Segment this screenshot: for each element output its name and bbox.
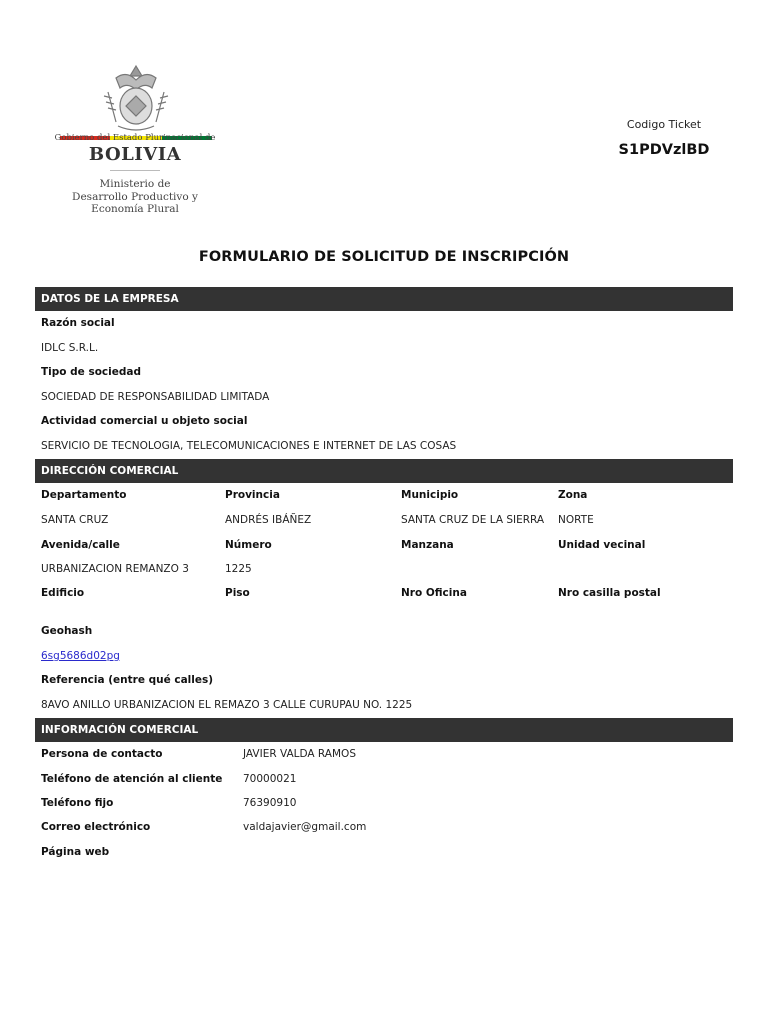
tipo-sociedad-value: SOCIEDAD DE RESPONSABILIDAD LIMITADA xyxy=(41,391,270,403)
section-header-comercial: INFORMACIÓN COMERCIAL xyxy=(35,718,733,742)
numero-label: Número xyxy=(225,539,272,551)
section-header-empresa: DATOS DE LA EMPRESA xyxy=(35,287,733,311)
flag-stripe xyxy=(60,125,212,129)
municipio-value: SANTA CRUZ DE LA SIERRA xyxy=(401,514,545,526)
actividad-value: SERVICIO DE TECNOLOGIA, TELECOMUNICACIONES E INTERNET DE LAS COSAS xyxy=(41,440,457,452)
logo-divider xyxy=(110,170,160,171)
logo-country-text: BOLIVIA xyxy=(88,144,182,165)
contacto-value: JAVIER VALDA RAMOS xyxy=(243,748,356,760)
edificio-label: Edificio xyxy=(41,587,85,599)
contacto-label: Persona de contacto xyxy=(41,748,163,760)
razon-social-label: Razón social xyxy=(41,317,115,329)
correo-label: Correo electrónico xyxy=(41,821,151,833)
telefono-fijo-value: 76390910 xyxy=(243,797,297,809)
razon-social-value: IDLC S.R.L. xyxy=(41,342,99,354)
ticket-code: S1PDVzlBD xyxy=(618,142,710,158)
geohash-link[interactable]: 6sg5686d02pg xyxy=(41,650,120,662)
provincia-value: ANDRÉS IBÁÑEZ xyxy=(225,514,312,526)
ministry-line-3: Economía Plural xyxy=(91,203,179,215)
departamento-value: SANTA CRUZ xyxy=(41,514,109,526)
ministry-logo xyxy=(40,40,230,235)
casilla-postal-label: Nro casilla postal xyxy=(558,587,661,599)
municipio-label: Municipio xyxy=(401,489,459,501)
provincia-label: Provincia xyxy=(225,489,280,501)
telefono-cliente-value: 70000021 xyxy=(243,773,297,785)
unidad-vecinal-label: Unidad vecinal xyxy=(558,539,646,551)
correo-value: valdajavier@gmail.com xyxy=(243,821,367,833)
referencia-value: 8AVO ANILLO URBANIZACION EL REMAZO 3 CALLE CURUPAU NO. 1225 xyxy=(41,699,413,711)
avenida-label: Avenida/calle xyxy=(41,539,120,551)
geohash-label: Geohash xyxy=(41,625,93,637)
zona-value: NORTE xyxy=(558,514,594,526)
coat-of-arms-icon xyxy=(98,62,174,134)
referencia-label: Referencia (entre qué calles) xyxy=(41,674,214,686)
telefono-cliente-label: Teléfono de atención al cliente xyxy=(41,773,223,785)
section-header-direccion: DIRECCIÓN COMERCIAL xyxy=(35,459,733,483)
numero-value: 1225 xyxy=(225,563,252,575)
actividad-label: Actividad comercial u objeto social xyxy=(41,415,248,427)
manzana-label: Manzana xyxy=(401,539,454,551)
ministry-line-1: Ministerio de xyxy=(99,178,171,190)
telefono-fijo-label: Teléfono fijo xyxy=(41,797,114,809)
avenida-value: URBANIZACION REMANZO 3 xyxy=(41,563,189,575)
zona-label: Zona xyxy=(558,489,588,501)
nro-oficina-label: Nro Oficina xyxy=(401,587,467,599)
departamento-label: Departamento xyxy=(41,489,127,501)
pagina-web-label: Página web xyxy=(41,846,110,858)
piso-label: Piso xyxy=(225,587,250,599)
logo-government-text: Gobierno del Estado Plurinacional de xyxy=(54,133,216,143)
ministry-line-2: Desarrollo Productivo y xyxy=(72,190,198,203)
form-title: FORMULARIO DE SOLICITUD DE INSCRIPCIÓN xyxy=(198,249,570,265)
logo-ministry-text xyxy=(40,178,230,216)
tipo-sociedad-label: Tipo de sociedad xyxy=(41,366,141,378)
ticket-label: Codigo Ticket xyxy=(626,118,702,131)
